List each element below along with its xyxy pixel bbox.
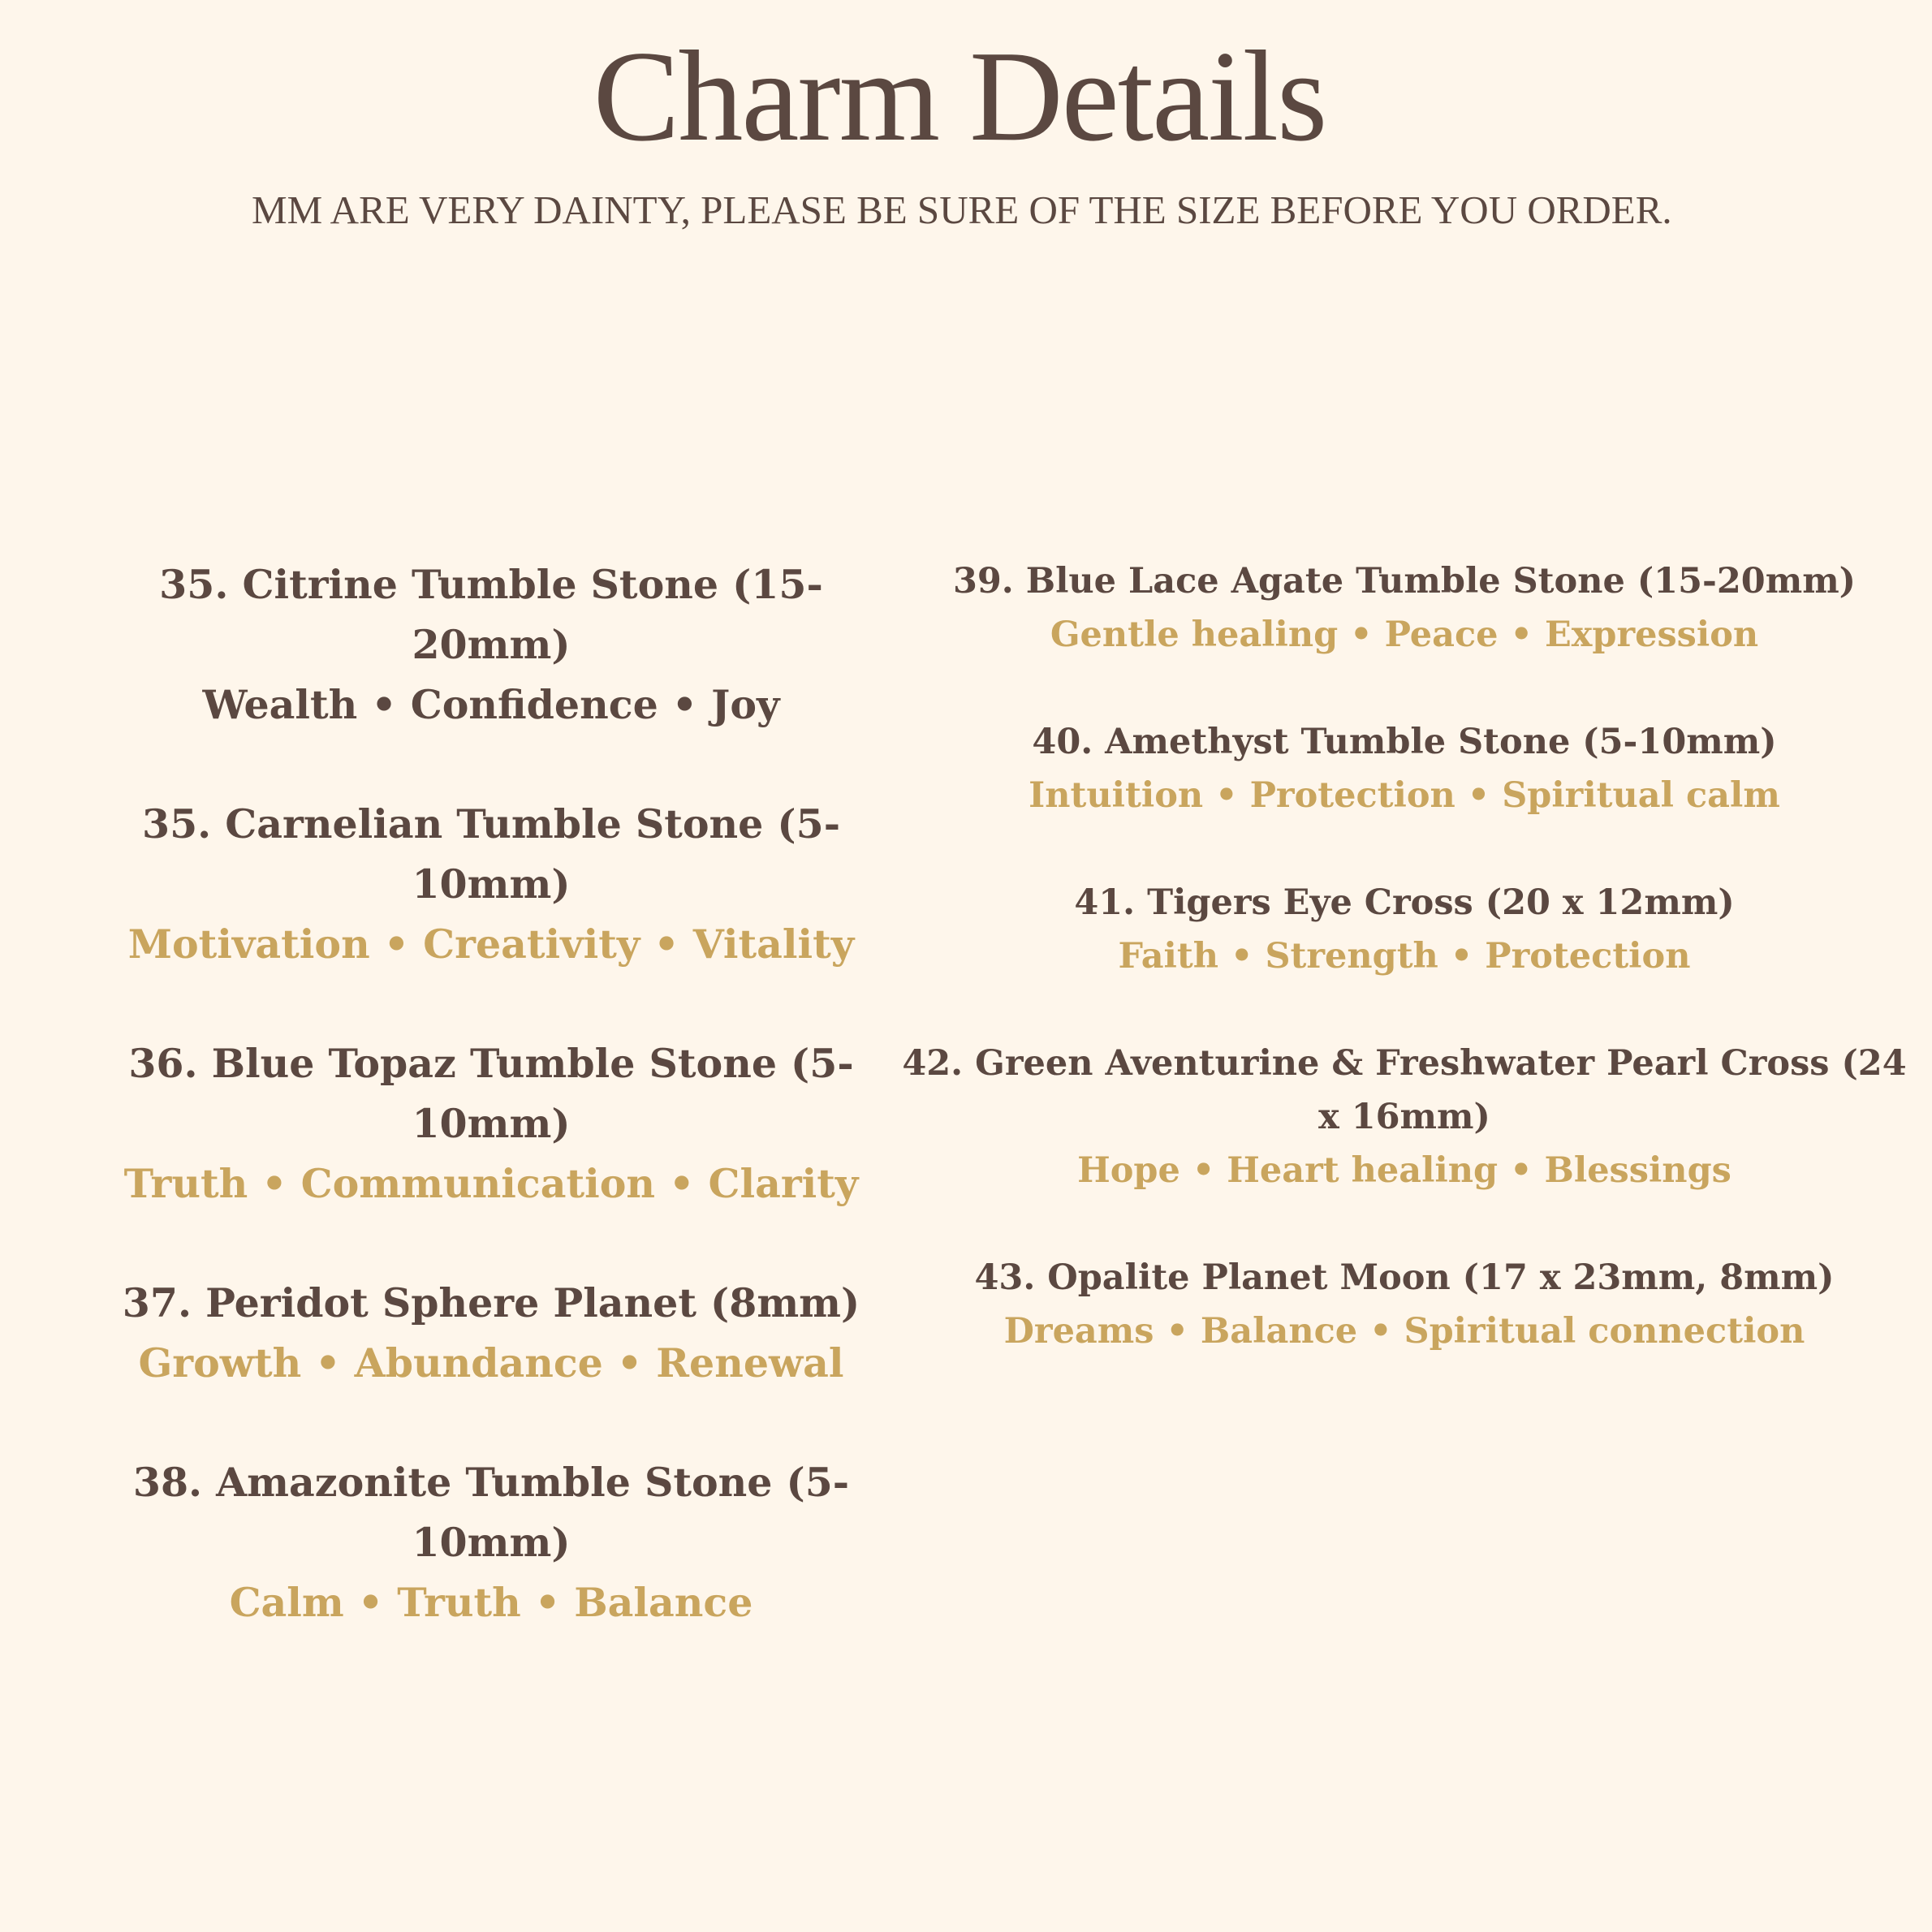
charm-item <box>901 876 1908 983</box>
charm-name: 35. Citrine Tumble Stone (15-20mm) <box>159 561 823 668</box>
charm-traits: Gentle healing • Peace • Expression <box>1050 615 1759 655</box>
charm-item <box>901 1251 1908 1358</box>
charm-item <box>901 1037 1908 1197</box>
charm-name: 36. Blue Topaz Tumble Stone (5-10mm) <box>128 1040 854 1147</box>
charm-name: 38. Amazonite Tumble Stone (5-10mm) <box>132 1459 850 1566</box>
charm-item <box>901 715 1908 822</box>
charm-name: 42. Green Aventurine & Freshwater Pearl Cross (24 x 16mm) <box>902 1043 1907 1137</box>
charm-traits: Faith • Strength • Protection <box>1118 936 1691 977</box>
charm-traits: Motivation • Creativity • Vitality <box>127 921 855 968</box>
charm-item <box>901 554 1908 662</box>
page-title: Charm Details <box>593 24 1326 168</box>
charm-item <box>81 1273 901 1393</box>
charm-traits: Calm • Truth • Balance <box>229 1579 753 1626</box>
size-notice: MM ARE VERY DAINTY, PLEASE BE SURE OF THE SIZE BEFORE YOU ORDER. <box>252 188 1672 232</box>
charm-traits: Dreams • Balance • Spiritual connection <box>1003 1311 1805 1352</box>
charm-name: 37. Peridot Sphere Planet (8mm) <box>122 1279 860 1326</box>
charm-item <box>81 554 901 735</box>
charm-name: 40. Amethyst Tumble Stone (5-10mm) <box>1032 722 1777 762</box>
charm-list-right <box>901 554 1908 1412</box>
charm-traits: Hope • Heart healing • Blessings <box>1077 1150 1731 1191</box>
charm-item <box>81 1452 901 1632</box>
charm-name: 35. Carnelian Tumble Stone (5-10mm) <box>141 800 841 908</box>
charm-list-left <box>81 554 901 1692</box>
charm-name: 43. Opalite Planet Moon (17 x 23mm, 8mm) <box>974 1257 1835 1298</box>
charm-name: 41. Tigers Eye Cross (20 x 12mm) <box>1074 882 1735 923</box>
charm-traits: Truth • Communication • Clarity <box>123 1160 859 1207</box>
charm-item <box>81 1033 901 1214</box>
charm-item <box>81 794 901 974</box>
charm-traits: Growth • Abundance • Renewal <box>138 1339 844 1386</box>
charm-traits: Intuition • Protection • Spiritual calm <box>1029 775 1780 816</box>
charm-traits: Wealth • Confidence • Joy <box>202 681 780 728</box>
charm-name: 39. Blue Lace Agate Tumble Stone (15-20mm) <box>952 561 1857 602</box>
